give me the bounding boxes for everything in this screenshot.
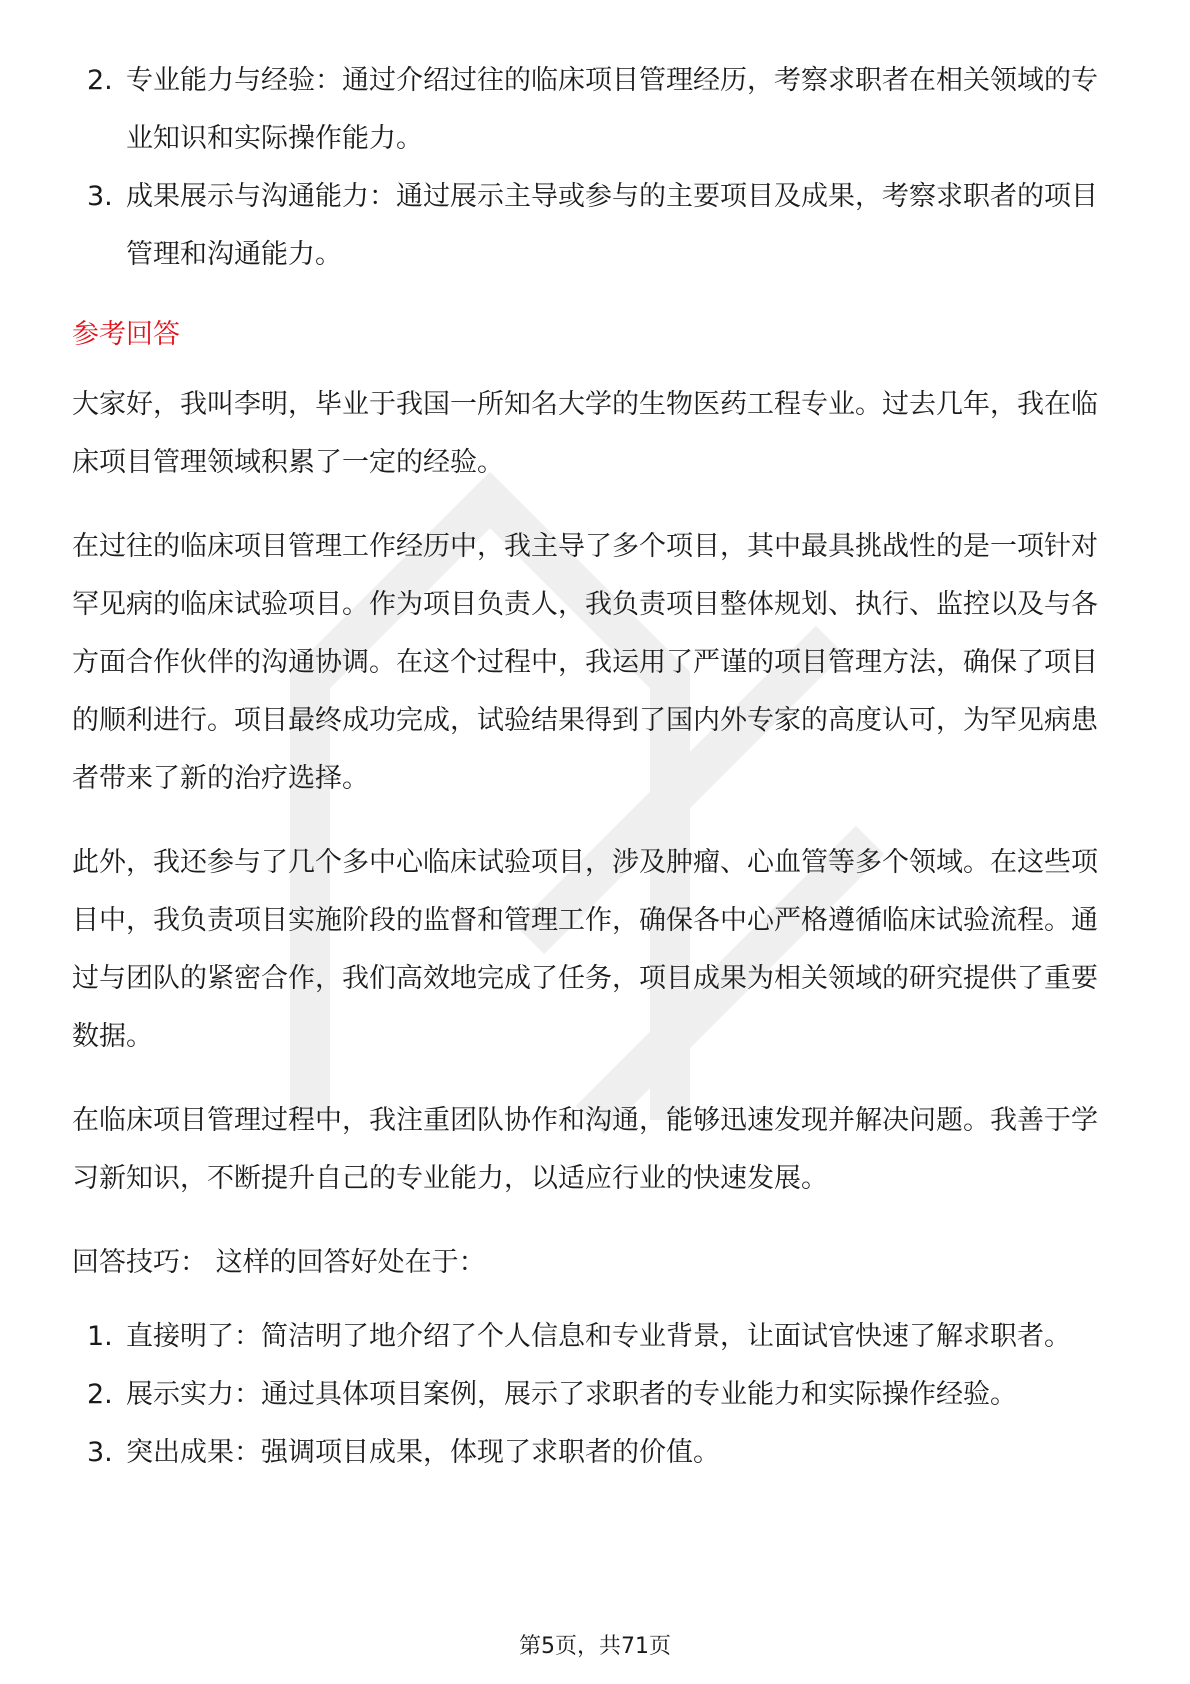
list-item-text: 成果展示与沟通能力：通过展示主导或参与的主要项目及成果，考察求职者的项目管理和沟通能力。 bbox=[126, 181, 1098, 270]
list-item bbox=[72, 1424, 1120, 1482]
list-item bbox=[72, 1366, 1120, 1424]
list-number: 3. bbox=[87, 1437, 113, 1468]
list-item bbox=[72, 1308, 1120, 1366]
list-item-text: 展示实力：通过具体项目案例，展示了求职者的专业能力和实际操作经验。 bbox=[126, 1379, 1017, 1410]
list-item bbox=[72, 168, 1120, 284]
answer-paragraph: 此外，我还参与了几个多中心临床试验项目，涉及肿瘤、心血管等多个领域。在这些项目中，我负责项目实施阶段的监督和管理工作，确保各中心严格遵循临床试验流程。通过与团队的紧密合作，我们高效地完成了任务，项目成果为相关领域的研究提供了重要数据。 bbox=[72, 847, 1098, 1052]
criteria-list bbox=[72, 52, 1120, 284]
list-number: 2. bbox=[87, 1379, 113, 1410]
page-number-footer: 第5页，共71页 bbox=[519, 1634, 671, 1659]
tips-list bbox=[72, 1308, 1120, 1482]
answer-paragraph: 在临床项目管理过程中，我注重团队协作和沟通，能够迅速发现并解决问题。我善于学习新知识，不断提升自己的专业能力，以适应行业的快速发展。 bbox=[72, 1105, 1098, 1194]
document-body bbox=[72, 52, 1120, 1482]
tips-intro: 回答技巧： 这样的回答好处在于： bbox=[72, 1247, 486, 1278]
answer-paragraph: 在过往的临床项目管理工作经历中，我主导了多个项目，其中最具挑战性的是一项针对罕见病的临床试验项目。作为项目负责人，我负责项目整体规划、执行、监控以及与各方面合作伙伴的沟通协调。在这个过程中，我运用了严谨的项目管理方法，确保了项目的顺利进行。项目最终成功完成，试验结果得到了国内外专家的高度认可，为罕见病患者带来了新的治疗选择。 bbox=[72, 531, 1098, 794]
list-number: 3. bbox=[87, 181, 113, 212]
list-number: 2. bbox=[87, 65, 113, 96]
list-item bbox=[72, 52, 1120, 168]
list-number: 1. bbox=[87, 1321, 113, 1352]
list-item-text: 专业能力与经验：通过介绍过往的临床项目管理经历，考察求职者在相关领域的专业知识和实际操作能力。 bbox=[126, 65, 1098, 154]
answer-paragraph: 大家好，我叫李明，毕业于我国一所知名大学的生物医药工程专业。过去几年，我在临床项目管理领域积累了一定的经验。 bbox=[72, 389, 1098, 478]
list-item-text: 突出成果：强调项目成果，体现了求职者的价值。 bbox=[126, 1437, 720, 1468]
section-heading-reference-answer: 参考回答 bbox=[72, 319, 180, 350]
list-item-text: 直接明了：简洁明了地介绍了个人信息和专业背景，让面试官快速了解求职者。 bbox=[126, 1321, 1071, 1352]
